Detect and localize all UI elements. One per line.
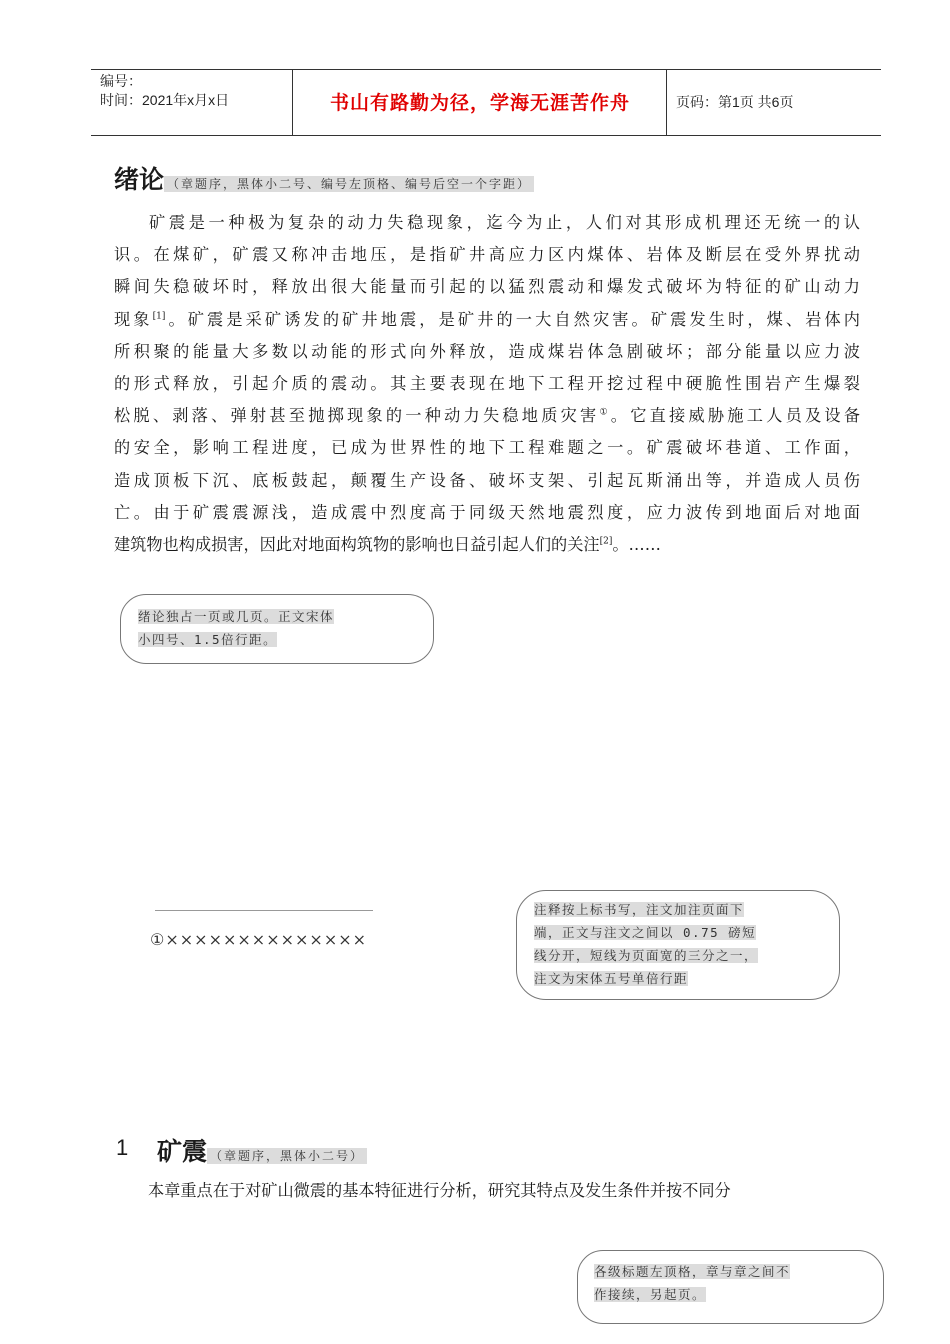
intro-format-callout-text [138, 605, 334, 651]
para-segment: 现象 [114, 309, 153, 329]
chapter-heading [157, 1132, 367, 1168]
chapter-number: 1 [116, 1135, 129, 1160]
para-line: 造成顶板下沉、底板鼓起，颠覆生产设备、破坏支架、引起瓦斯涌出等，并造成人员伤 [114, 470, 860, 490]
para-segment: 。矿震是采矿诱发的矿井地震，是矿井的一大自然灾害。矿震发生时，煤、岩体内 [165, 309, 860, 329]
callout-line: 线分开，短线为页面宽的三分之一， [534, 948, 759, 963]
footnote-separator [155, 910, 373, 911]
chapter-first-line: 本章重点在于对矿山微震的基本特征进行分析，研究其特点及发生条件并按不同分 [148, 1181, 731, 1200]
callout-line: 作接续，另起页。 [594, 1287, 707, 1302]
para-segment: 。…… [612, 535, 661, 555]
callout-line: 端，正文与注文之间以 0.75 磅短 [534, 925, 757, 940]
callout-line: 注文为宋体五号单倍行距 [534, 971, 689, 986]
header-bottom-rule [91, 135, 881, 136]
page-info: 页码：第1页 共6页 [676, 94, 794, 110]
para-segment: 。它直接威胁施工人员及设备 [610, 406, 861, 426]
para-line: 瞬间失稳破坏时，释放出很大能量而引起的以猛烈震动和爆发式破坏为特征的矿山动力 [114, 277, 860, 297]
para-line: 所积聚的能量大多数以动能的形式向外释放，造成煤岩体急剧破坏；部分能量以应力波 [114, 341, 860, 361]
para-line: 的形式释放，引起介质的震动。其主要表现在地下工程开挖过程中硬脆性围岩产生爆裂 [114, 374, 860, 394]
callout-line: 注释按上标书写，注文加注页面下 [534, 902, 745, 917]
callout-line: 各级标题左顶格，章与章之间不 [594, 1264, 791, 1279]
para-line: 矿震是一种极为复杂的动力失稳现象，迄今为止，人们对其形成机理还无统一的认 [149, 213, 860, 232]
footnote-text: ①×××××××××××××× [150, 930, 368, 949]
intro-heading [114, 160, 534, 196]
para-segment: 松脱、剥落、弹射甚至抛掷现象的一种动力失稳地质灾害 [114, 406, 600, 426]
para-segment: 建筑物也构成损害，因此对地面构筑物的影响也日益引起人们的关注 [114, 535, 600, 555]
para-line: 亡。由于矿震震源浅，造成震中烈度高于同级天然地震烈度，应力波传到地面后对地面 [114, 502, 860, 522]
number-label: 编号： [100, 73, 142, 89]
para-line [114, 304, 860, 336]
chapter-title: 矿震 [157, 1137, 208, 1166]
para-line: 识。在煤矿，矿震又称冲击地压，是指矿井高应力区内煤体、岩体及断层在受外界扰动 [114, 245, 860, 265]
para-line [114, 529, 860, 561]
header-meta [100, 72, 229, 110]
time-label: 时间：2021年x月x日 [100, 92, 230, 108]
intro-paragraph [114, 207, 860, 561]
header-top-rule [91, 69, 881, 70]
intro-title-note: （章题序，黑体小二号、编号左顶格、编号后空一个字距） [164, 176, 534, 192]
footnote-marker: ① [599, 407, 611, 418]
para-line [114, 400, 860, 432]
citation-2: [2] [599, 536, 613, 547]
citation-1: [1] [152, 311, 166, 322]
header-divider-2 [666, 69, 667, 135]
callout-line: 小四号、1.5倍行距。 [138, 632, 278, 647]
intro-title: 绪论 [114, 165, 165, 194]
callout-line: 绪论独占一页或几页。正文宋体 [138, 609, 335, 624]
header-divider-1 [292, 69, 293, 135]
heading-format-callout-text [594, 1260, 790, 1306]
header-motto: 书山有路勤为径，学海无涯苦作舟 [329, 92, 630, 114]
para-line: 的安全，影响工程进度，已成为世界性的地下工程难题之一。矿震破坏巷道、工作面， [114, 438, 860, 458]
chapter-title-note: （章题序，黑体小二号） [207, 1148, 367, 1164]
footnote-format-callout-text [534, 898, 758, 990]
